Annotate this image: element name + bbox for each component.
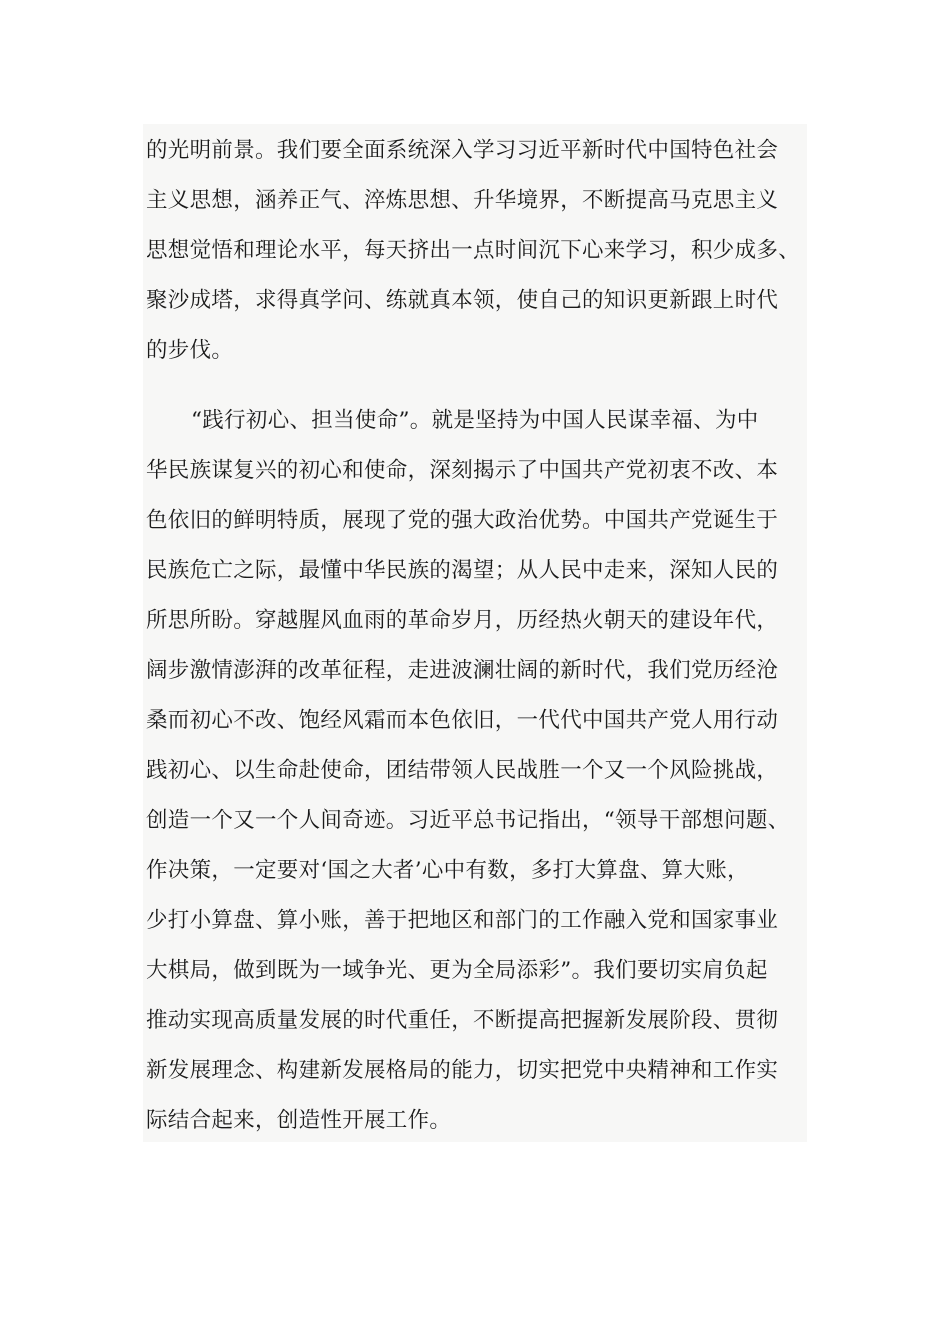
paragraph-2-line-5: 所思所盼。穿越腥风血雨的革命岁月，历经热火朝天的建设年代， <box>146 608 779 633</box>
paragraph-1-line-4: 聚沙成塔，求得真学问、练就真本领，使自己的知识更新跟上时代 <box>146 288 779 313</box>
paragraph-1-line-2: 主义思想，涵养正气、淬炼思想、升华境界，不断提高马克思主义 <box>146 188 779 213</box>
paragraph-2-line-10: 作决策，一定要对‘国之大者’心中有数，多打大算盘、算大账， <box>146 858 749 883</box>
paragraph-2-line-11: 少打小算盘、算小账，善于把地区和部门的工作融入党和国家事业 <box>146 908 779 933</box>
paragraph-2-line-6: 阔步激情澎湃的改革征程，走进波澜壮阔的新时代，我们党历经沧 <box>146 658 779 683</box>
paragraph-1-line-3: 思想觉悟和理论水平，每天挤出一点时间沉下心来学习，积少成多、 <box>146 238 801 263</box>
paragraph-2-line-2: 华民族谋复兴的初心和使命，深刻揭示了中国共产党初衷不改、本 <box>146 458 779 483</box>
paragraph-2-line-14: 新发展理念、构建新发展格局的能力，切实把党中央精神和工作实 <box>146 1058 779 1083</box>
paragraph-2-line-7: 桑而初心不改、饱经风霜而本色依旧，一代代中国共产党人用行动 <box>146 708 779 733</box>
paragraph-2-line-3: 色依旧的鲜明特质，展现了党的强大政治优势。中国共产党诞生于 <box>146 508 779 533</box>
paragraph-2-line-4: 民族危亡之际，最懂中华民族的渴望；从人民中走来，深知人民的 <box>146 558 779 583</box>
paragraph-2-line-9: 创造一个又一个人间奇迹。习近平总书记指出，“领导干部想问题、 <box>146 808 790 833</box>
paragraph-1-line-1: 的光明前景。我们要全面系统深入学习习近平新时代中国特色社会 <box>146 138 779 163</box>
paragraph-2-line-13: 推动实现高质量发展的时代重任，不断提高把握新发展阶段、贯彻 <box>146 1008 779 1033</box>
paragraph-2-line-8: 践初心、以生命赴使命，团结带领人民战胜一个又一个风险挑战， <box>146 758 779 783</box>
paragraph-2-line-15: 际结合起来，创造性开展工作。 <box>146 1108 452 1133</box>
text-block <box>143 124 807 1142</box>
paragraph-1-line-5: 的步伐。 <box>146 338 234 363</box>
paragraph-2-line-1: “践行初心、担当使命”。就是坚持为中国人民谋幸福、为中 <box>191 408 759 433</box>
paragraph-2-line-12: 大棋局，做到既为一域争光、更为全局添彩”。我们要切实肩负起 <box>146 958 768 983</box>
